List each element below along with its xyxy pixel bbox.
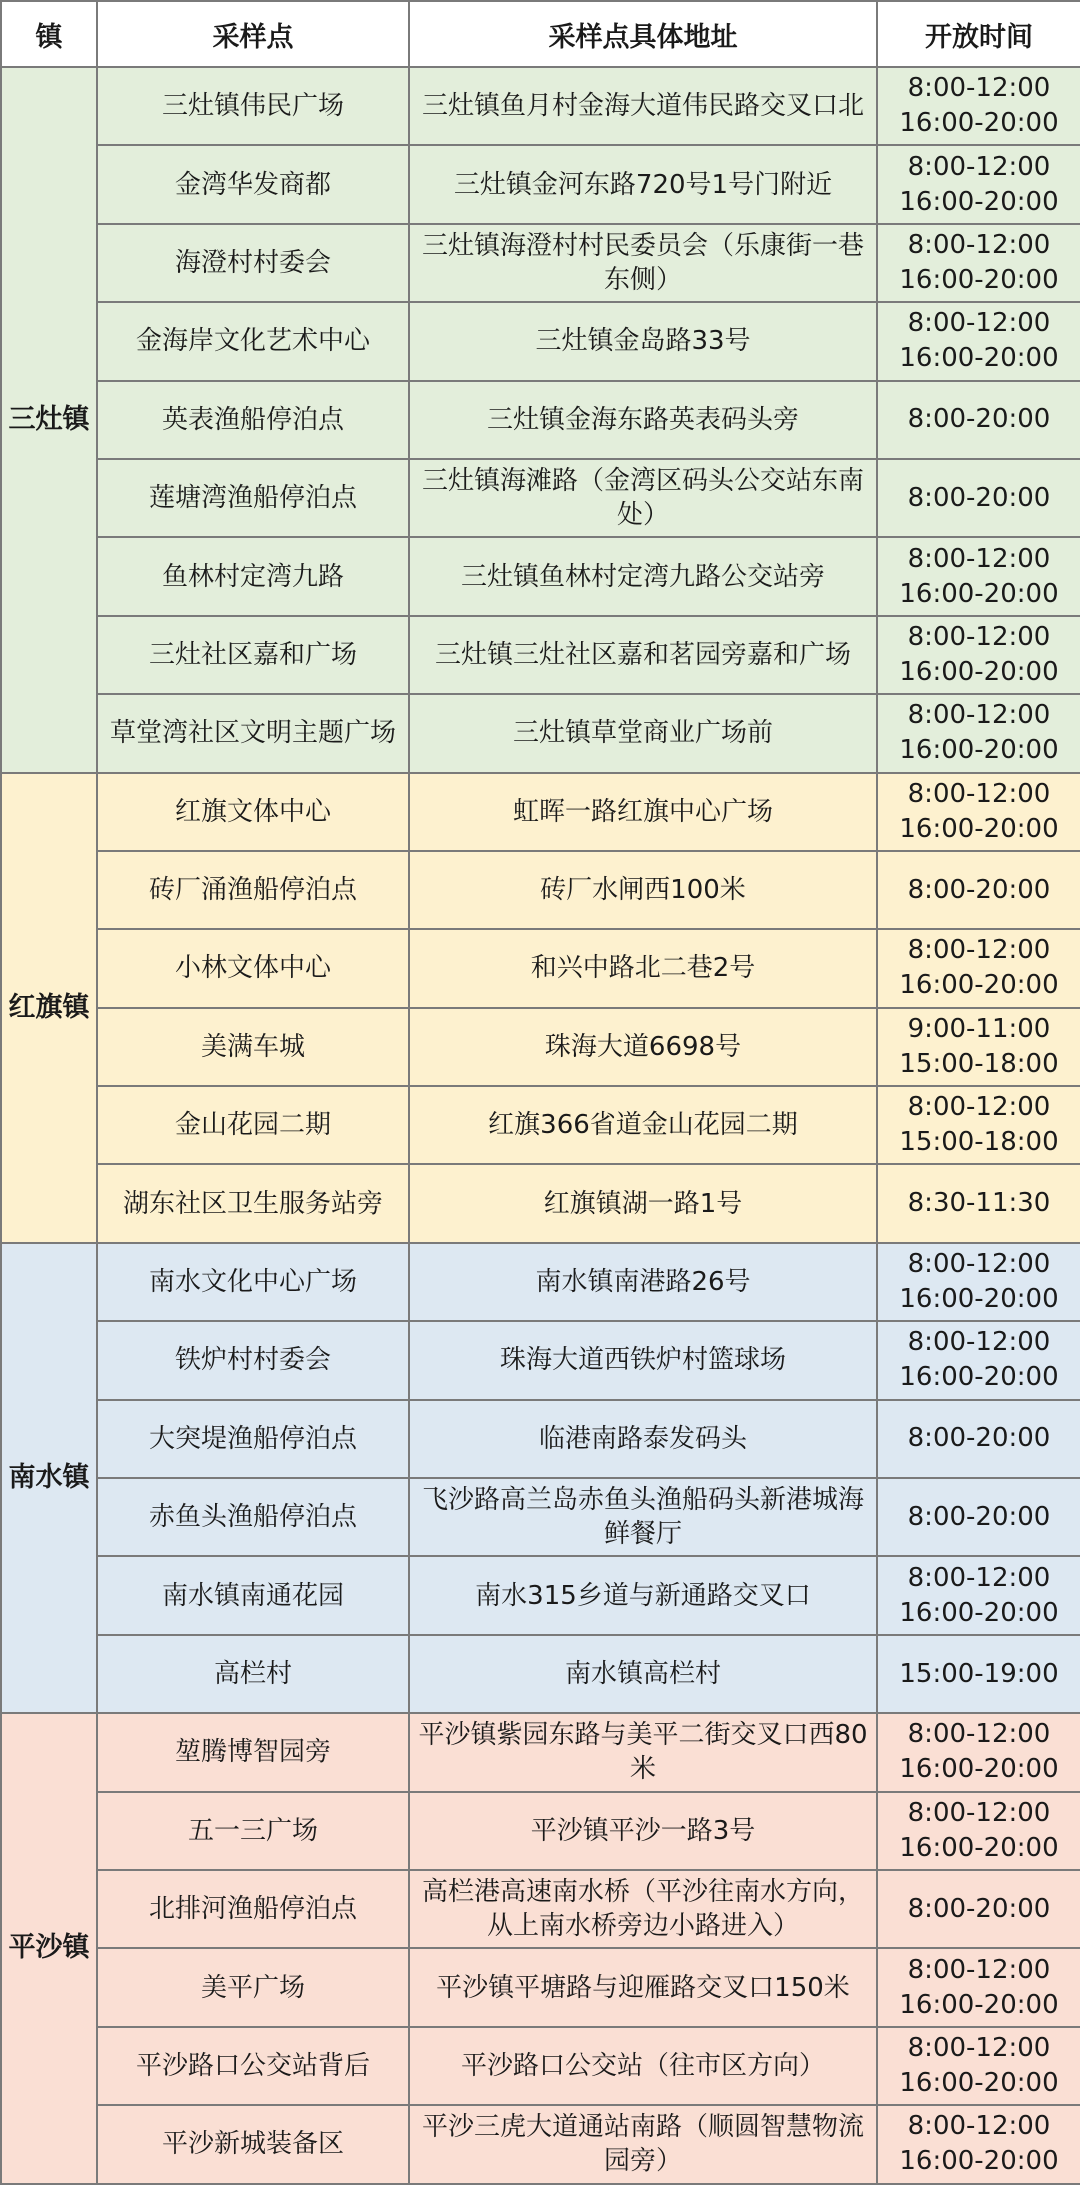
open-time-cell: 8:30-11:30 [877,1164,1080,1242]
table-row [1,1086,1080,1164]
address-cell: 三灶镇鱼月村金海大道伟民路交叉口北 [409,67,877,145]
table-row [1,302,1080,380]
open-time-cell: 9:00-11:00 15:00-18:00 [877,1008,1080,1086]
address-cell: 临港南路泰发码头 [409,1400,877,1478]
open-time-cell: 8:00-20:00 [877,459,1080,537]
table-row [1,773,1080,851]
address-cell: 三灶镇金海东路英表码头旁 [409,381,877,459]
table-header [1,1,1080,67]
header-address: 采样点具体地址 [409,1,877,67]
header-site: 采样点 [97,1,409,67]
address-cell: 红旗镇湖一路1号 [409,1164,877,1242]
table-row [1,2105,1080,2183]
address-cell: 平沙镇平沙一路3号 [409,1792,877,1870]
open-time-cell: 8:00-12:00 16:00-20:00 [877,1321,1080,1399]
open-time-cell: 8:00-12:00 16:00-20:00 [877,616,1080,694]
table-row [1,381,1080,459]
open-time-cell: 8:00-12:00 16:00-20:00 [877,1713,1080,1791]
open-time-cell: 8:00-12:00 16:00-20:00 [877,1243,1080,1321]
open-time-cell: 8:00-12:00 16:00-20:00 [877,1556,1080,1634]
table-row [1,2027,1080,2105]
table-row [1,1870,1080,1948]
open-time-cell: 8:00-12:00 16:00-20:00 [877,224,1080,302]
table-row [1,1478,1080,1556]
open-time-cell: 8:00-20:00 [877,1870,1080,1948]
open-time-cell: 8:00-20:00 [877,1478,1080,1556]
address-cell: 三灶镇海澄村村民委员会（乐康街一巷东侧） [409,224,877,302]
address-cell: 三灶镇鱼林村定湾九路公交站旁 [409,537,877,615]
table-row [1,1713,1080,1791]
table-row [1,1400,1080,1478]
address-cell: 平沙镇紫园东路与美平二街交叉口西80米 [409,1713,877,1791]
site-cell: 铁炉村村委会 [97,1321,409,1399]
site-cell: 湖东社区卫生服务站旁 [97,1164,409,1242]
site-cell: 三灶社区嘉和广场 [97,616,409,694]
table-row [1,1008,1080,1086]
address-cell: 红旗366省道金山花园二期 [409,1086,877,1164]
header-town: 镇 [1,1,97,67]
address-cell: 砖厂水闸西100米 [409,851,877,929]
open-time-cell: 8:00-20:00 [877,1400,1080,1478]
table-row [1,224,1080,302]
header-open-time: 开放时间 [877,1,1080,67]
table-row [1,1948,1080,2026]
site-cell: 美平广场 [97,1948,409,2026]
table-row [1,145,1080,223]
site-cell: 莲塘湾渔船停泊点 [97,459,409,537]
table-row [1,1635,1080,1713]
address-cell: 珠海大道西铁炉村篮球场 [409,1321,877,1399]
open-time-cell: 8:00-12:00 16:00-20:00 [877,302,1080,380]
address-cell: 三灶镇海滩路（金湾区码头公交站东南处） [409,459,877,537]
site-cell: 红旗文体中心 [97,773,409,851]
open-time-cell: 8:00-12:00 16:00-20:00 [877,2105,1080,2183]
table-row [1,67,1080,145]
site-cell: 英表渔船停泊点 [97,381,409,459]
address-cell: 南水镇高栏村 [409,1635,877,1713]
site-cell: 金海岸文化艺术中心 [97,302,409,380]
site-cell: 金山花园二期 [97,1086,409,1164]
address-cell: 虹晖一路红旗中心广场 [409,773,877,851]
site-cell: 海澄村村委会 [97,224,409,302]
open-time-cell: 8:00-20:00 [877,381,1080,459]
open-time-cell: 8:00-12:00 16:00-20:00 [877,773,1080,851]
table-row [1,1243,1080,1321]
table-row [1,929,1080,1007]
site-cell: 小林文体中心 [97,929,409,1007]
open-time-cell: 8:00-12:00 16:00-20:00 [877,1948,1080,2026]
header-row [1,1,1080,67]
address-cell: 平沙镇平塘路与迎雁路交叉口150米 [409,1948,877,2026]
open-time-cell: 8:00-12:00 16:00-20:00 [877,929,1080,1007]
site-cell: 砖厂涌渔船停泊点 [97,851,409,929]
site-cell: 南水文化中心广场 [97,1243,409,1321]
town-cell: 南水镇 [1,1243,97,1713]
site-cell: 北排河渔船停泊点 [97,1870,409,1948]
table-row [1,537,1080,615]
open-time-cell: 8:00-12:00 16:00-20:00 [877,1792,1080,1870]
open-time-cell: 8:00-12:00 16:00-20:00 [877,2027,1080,2105]
table-row [1,1792,1080,1870]
address-cell: 高栏港高速南水桥（平沙往南水方向，从上南水桥旁边小路进入） [409,1870,877,1948]
address-cell: 三灶镇金岛路33号 [409,302,877,380]
open-time-cell: 15:00-19:00 [877,1635,1080,1713]
open-time-cell: 8:00-12:00 16:00-20:00 [877,537,1080,615]
table-row [1,616,1080,694]
open-time-cell: 8:00-12:00 16:00-20:00 [877,145,1080,223]
site-cell: 南水镇南通花园 [97,1556,409,1634]
address-cell: 南水镇南港路26号 [409,1243,877,1321]
site-cell: 高栏村 [97,1635,409,1713]
site-cell: 鱼林村定湾九路 [97,537,409,615]
address-cell: 平沙路口公交站（往市区方向） [409,2027,877,2105]
table-row [1,1164,1080,1242]
site-cell: 三灶镇伟民广场 [97,67,409,145]
open-time-cell: 8:00-12:00 15:00-18:00 [877,1086,1080,1164]
table-row [1,1556,1080,1634]
site-cell: 平沙路口公交站背后 [97,2027,409,2105]
site-cell: 五一三广场 [97,1792,409,1870]
town-cell: 三灶镇 [1,67,97,773]
address-cell: 三灶镇草堂商业广场前 [409,694,877,772]
open-time-cell: 8:00-20:00 [877,851,1080,929]
site-cell: 草堂湾社区文明主题广场 [97,694,409,772]
site-cell: 美满车城 [97,1008,409,1086]
address-cell: 平沙三虎大道通站南路（顺圆智慧物流园旁） [409,2105,877,2183]
table-row [1,1321,1080,1399]
table-row [1,459,1080,537]
open-time-cell: 8:00-12:00 16:00-20:00 [877,67,1080,145]
site-cell: 堃腾博智园旁 [97,1713,409,1791]
town-cell: 红旗镇 [1,773,97,1243]
address-cell: 南水315乡道与新通路交叉口 [409,1556,877,1634]
address-cell: 三灶镇三灶社区嘉和茗园旁嘉和广场 [409,616,877,694]
site-cell: 赤鱼头渔船停泊点 [97,1478,409,1556]
open-time-cell: 8:00-12:00 16:00-20:00 [877,694,1080,772]
address-cell: 三灶镇金河东路720号1号门附近 [409,145,877,223]
site-cell: 大突堤渔船停泊点 [97,1400,409,1478]
table-row [1,694,1080,772]
table-body [1,67,1080,2184]
town-cell: 平沙镇 [1,1713,97,2183]
address-cell: 珠海大道6698号 [409,1008,877,1086]
table-row [1,851,1080,929]
address-cell: 和兴中路北二巷2号 [409,929,877,1007]
address-cell: 飞沙路高兰岛赤鱼头渔船码头新港城海鲜餐厅 [409,1478,877,1556]
site-cell: 金湾华发商都 [97,145,409,223]
site-cell: 平沙新城装备区 [97,2105,409,2183]
